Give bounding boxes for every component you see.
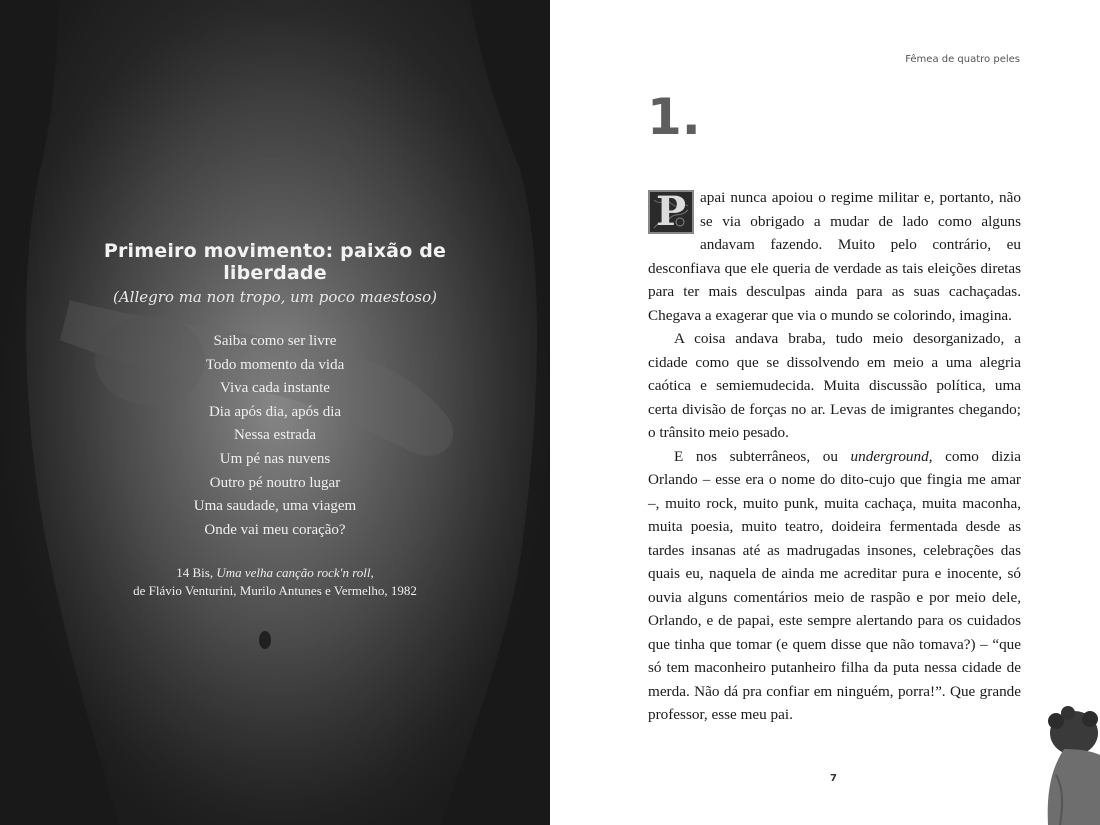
paragraph-3-rest: , como dizia Orlando – esse era o nome do dito-cujo que fingia me amar –, muito rock, muito punk, muita cachaça, muita maconha, muita poesia, muito teatro, doideira fermentada desde as tardes insanas até as madrugadas insones, celebrações das quais eu, naquela de ainda me acreditar pura e inocente, só ouvia alguns comentários meio de raspão e por meio dele, Orlando, e de papai, este sempre alertando para os cuidados que tinha que tomar (e quem disse que não tomava?) – “que só tem maconheiro putanheiro filha da puta nessa cidade de merda. Não dá pra confiar em ninguém, porra!”. Que grande professor, esse meu pai. [648,447,1021,723]
credit-band: 14 Bis, [176,565,214,581]
paragraph-3-start: E nos subterrâneos, ou [674,447,851,465]
verse-line: Um pé nas nuvens [219,450,331,467]
credit-authors: de Flávio Venturini, Murilo Antunes e Vermelho, 1982 [133,583,417,599]
verse-line: Dia após dia, após dia [208,403,342,420]
verse-line: Onde vai meu coração? [204,521,346,538]
movement-title: Primeiro movimento: paixão de liberdade [103,240,447,284]
chapter-number: 1. [647,88,701,146]
chapter-body [648,186,1021,727]
verse-line: Outro pé noutro lugar [209,474,341,491]
running-head: Fêmea de quatro peles [905,54,1020,65]
song-credit [60,564,490,600]
right-page [550,0,1100,825]
paragraph-1-text: apai nunca apoiou o regime militar e, portanto, não se via obrigado a mudar de lado como alguns andavam fazendo. Muito pelo contrário, eu desconfiava que ele queria de verdade as tais eleições diretas para ter mais desculpas ainda para as suas cachaçadas. Chegava a exagerar que via o mundo se colorindo, imagina. [648,189,1021,324]
verse-line: Saiba como ser livre [213,333,337,349]
drop-cap [648,190,694,234]
credit-line-1 [60,564,490,582]
epigraph [60,240,490,600]
song-verses [60,330,490,542]
movement-subtitle: (Allegro ma non tropo, um poco maestoso) [112,288,438,306]
paragraph-3-emphasis: underground [850,447,929,465]
paragraph-2: A coisa andava braba, tudo meio desorganizado, a cidade como que se dissolvendo em meio a uma alegria caótica e semiemudecida. Muita discussão política, uma certa divisão de forças no ar. Levas de imigrantes chegando; o trânsito meio pesado. [648,330,1021,441]
verse-line: Todo momento da vida [205,356,345,373]
paragraph-1 [648,186,1021,327]
corner-figure-image [1034,705,1100,825]
verse-line: Uma saudade, uma viagem [193,498,357,515]
credit-work: Uma velha canção rock'n roll, [216,565,374,581]
verse-line: Viva cada instante [220,380,330,397]
page-number: 7 [830,773,837,784]
drop-cap-letter: P [655,190,687,234]
verse-line: Nessa estrada [233,427,317,444]
paragraph-3 [648,445,1021,727]
